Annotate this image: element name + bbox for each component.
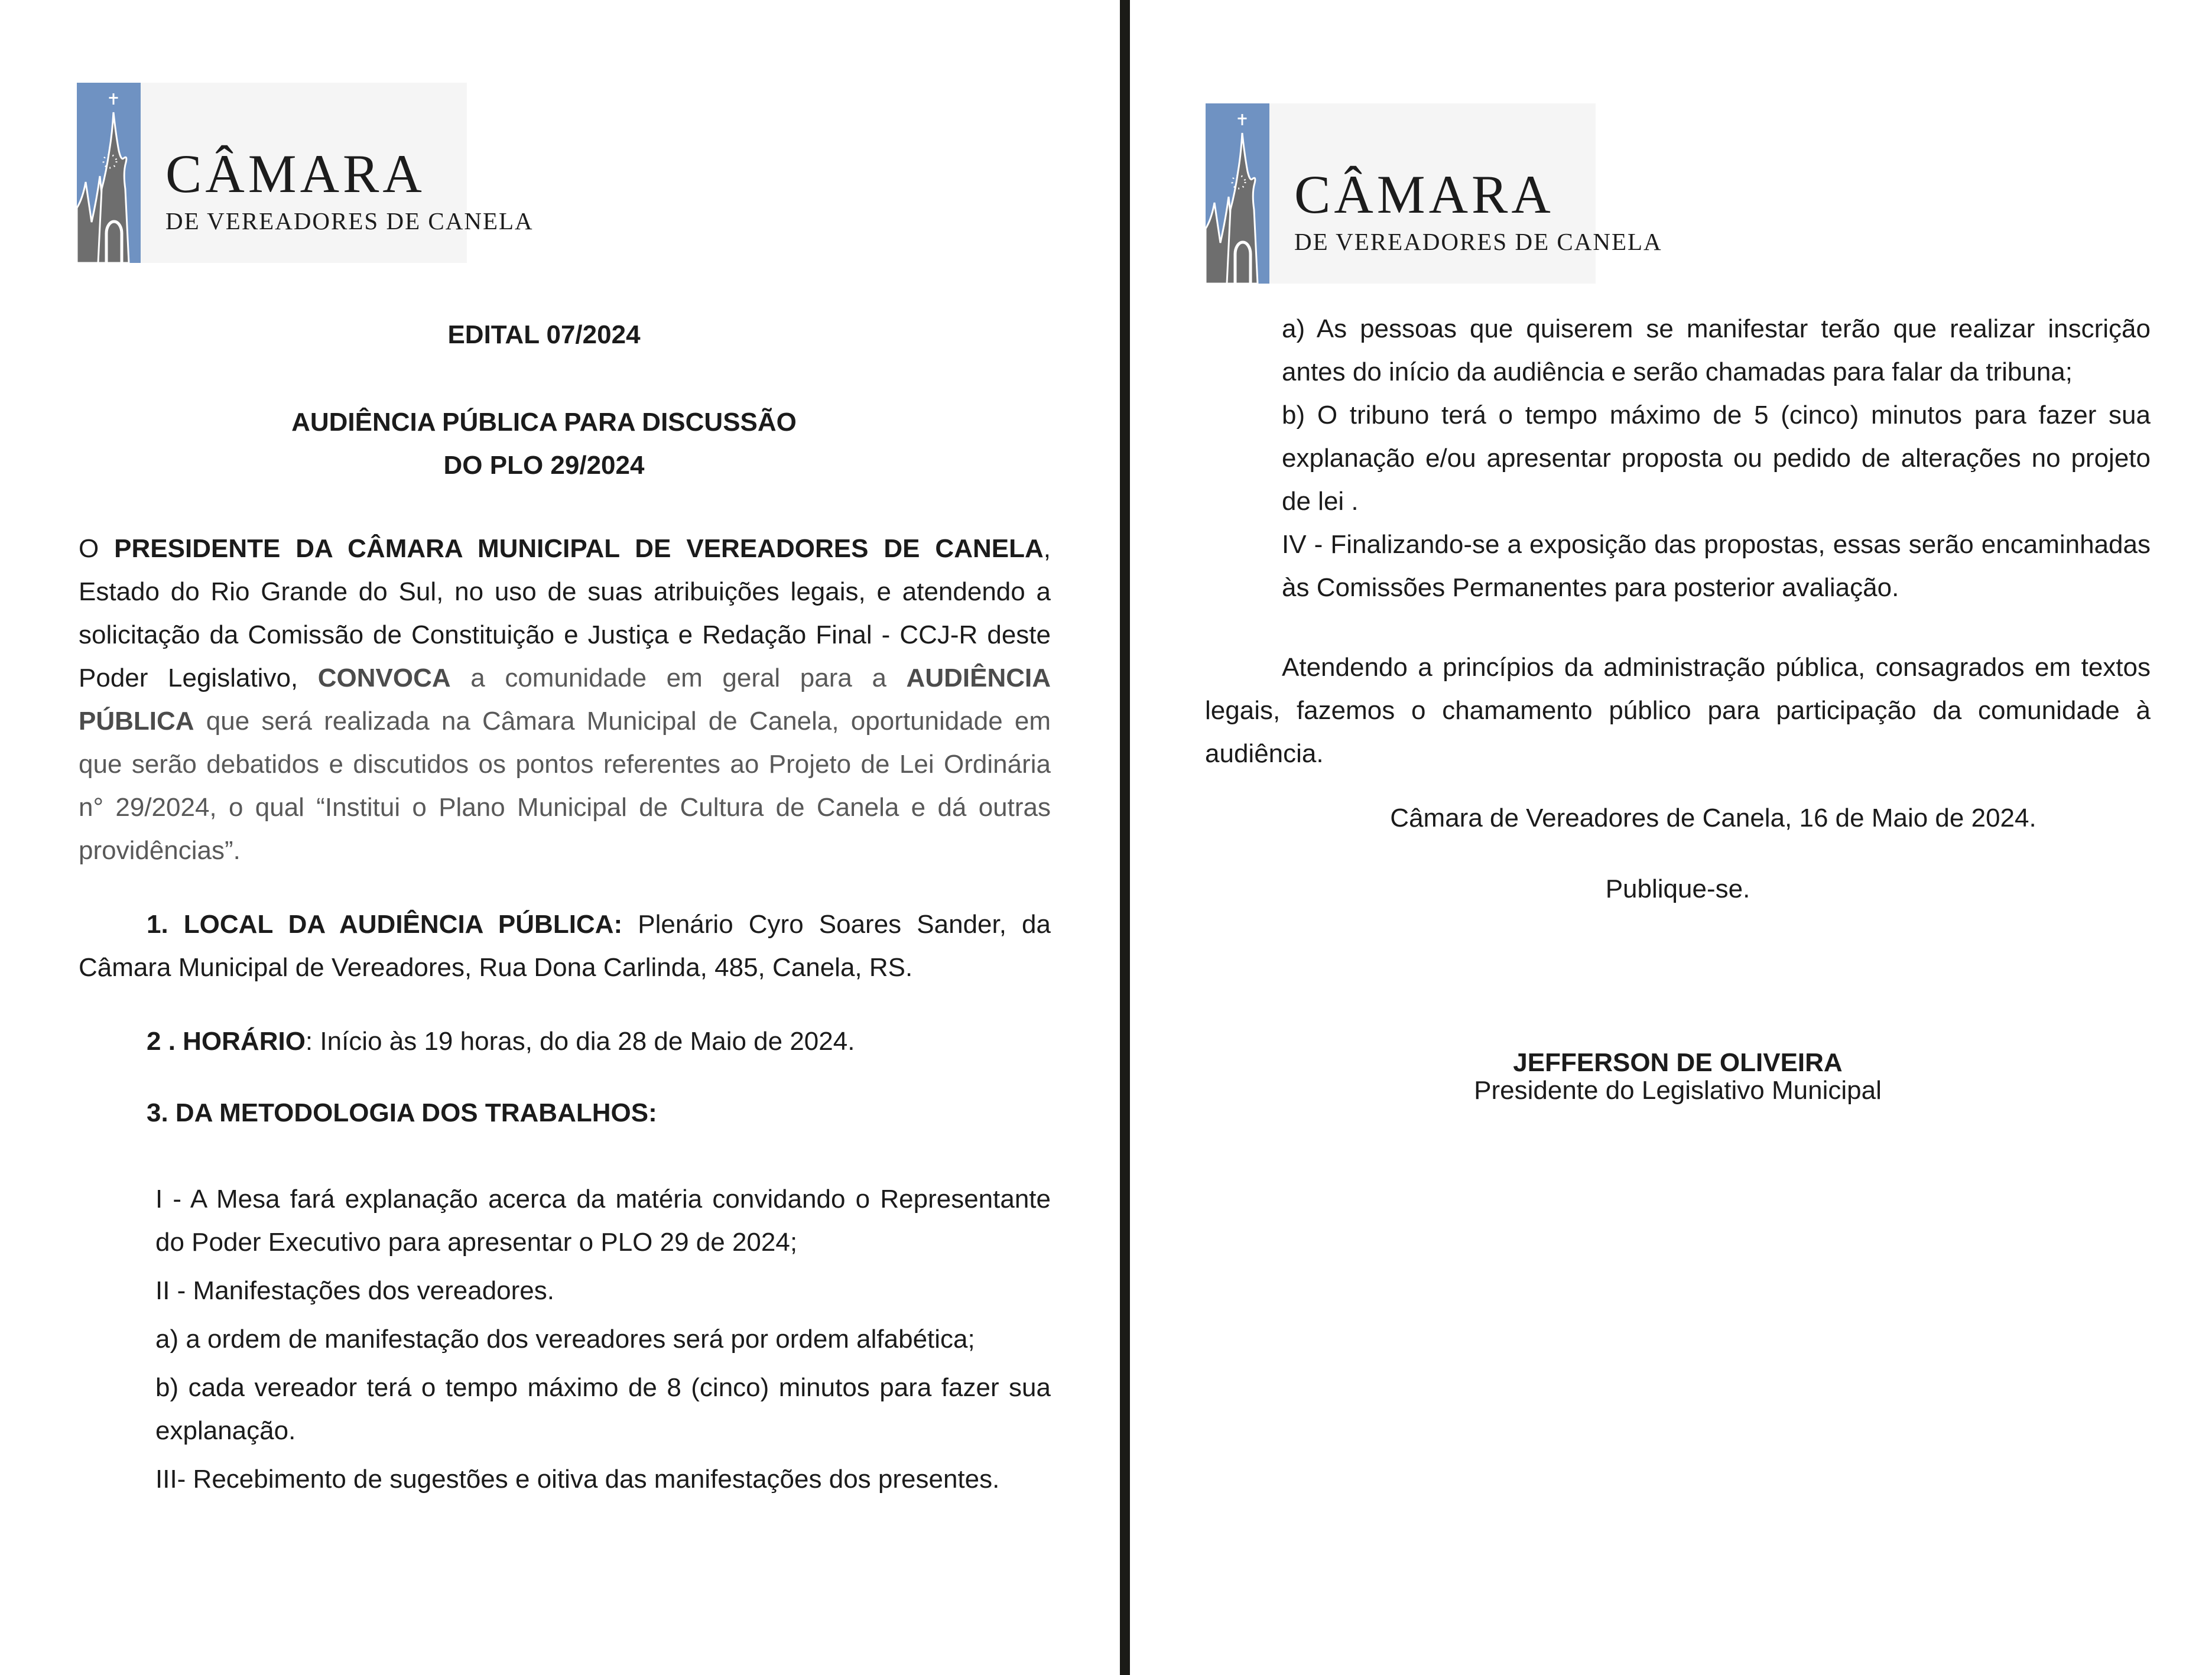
list-item: a) As pessoas que quiserem se manifestar terão que realizar inscrição antes do início da audiência e serão chamadas para falar da tribuna; xyxy=(1282,314,2151,386)
logo-subtitle: DE VEREADORES DE CANELA xyxy=(165,207,534,235)
church-icon xyxy=(77,83,141,263)
section-horario-label: 2 . HORÁRIO xyxy=(147,1027,306,1056)
section-local xyxy=(79,903,1051,989)
section-local-label: 1. LOCAL DA AUDIÊNCIA PÚBLICA: xyxy=(147,910,623,939)
audiencia-heading-line1: AUDIÊNCIA PÚBLICA PARA DISCUSSÃO xyxy=(291,408,797,437)
list-item: II - Manifestações dos vereadores. xyxy=(155,1276,554,1305)
section-horario-text: : Início às 19 horas, do dia 28 de Maio de 2024. xyxy=(305,1027,855,1056)
methodology-items xyxy=(155,1178,1051,1501)
closing-paragraph: Atendendo a princípios da administração pública, consagrados em textos legais, fazemos o chamamento público para participação da comunidade à audiência. xyxy=(1205,653,2151,768)
logo-subtitle: DE VEREADORES DE CANELA xyxy=(1294,228,1662,255)
list-item: b) cada vereador terá o tempo máximo de 8 (cinco) minutos para fazer sua explanação. xyxy=(155,1373,1051,1445)
list-item: I - A Mesa fará explanação acerca da matéria convidando o Representante do Poder Executivo para apresentar o PLO 29 de 2024; xyxy=(155,1185,1051,1257)
paragraph-tail-gray: que será realizada na Câmara Municipal de Canela, oportunidade em que serão debatidos e discutidos os pontos referentes ao Projeto de Lei Ordinária n° 29/2024, o qual “Institui o Plano Municipal de Cultura de Canela e dá outras providências”. xyxy=(79,707,1051,865)
paragraph-mid-gray: a comunidade em geral para a xyxy=(450,664,907,692)
paragraph-lead-bold: PRESIDENTE DA CÂMARA MUNICIPAL DE VEREADORES DE CANELA xyxy=(114,534,1044,563)
paragraph-after-bold: , Estado do Rio Grande do Sul, no uso de suas atribuições legais, e atendendo a solicitação da Comissão de Constituição e Justiça e Redação Final - CCJ-R deste Poder Legislativo, xyxy=(79,534,1051,692)
audiencia-publica-text: AUDIÊNCIA PÚBLICA xyxy=(79,664,1051,736)
page-right-column xyxy=(1205,103,2151,1104)
continuation-items xyxy=(1282,307,2151,609)
camara-logo-right xyxy=(1206,103,1662,284)
audiencia-heading xyxy=(79,401,1051,487)
section-metodologia xyxy=(79,1091,1051,1134)
church-icon xyxy=(1206,103,1269,284)
main-paragraph xyxy=(79,527,1051,872)
camara-logo-left xyxy=(77,83,534,263)
audiencia-heading-line2: DO PLO 29/2024 xyxy=(443,451,645,480)
list-item: IV - Finalizando-se a exposição das propostas, essas serão encaminhadas às Comissões Permanentes para posterior avaliação. xyxy=(1282,530,2151,602)
signature-block xyxy=(1205,1049,2151,1104)
signature-name: JEFFERSON DE OLIVEIRA xyxy=(1513,1048,1843,1077)
logo-title: CÂMARA xyxy=(165,144,425,204)
section-local-text: Plenário Cyro Soares Sander, da Câmara Municipal de Vereadores, Rua Dona Carlinda, 485, Canela, RS. xyxy=(79,910,1051,982)
paragraph-lead: O xyxy=(79,534,115,563)
list-item: III- Recebimento de sugestões e oitiva das manifestações dos presentes. xyxy=(155,1465,1000,1494)
section-metodologia-label: 3. DA METODOLOGIA DOS TRABALHOS: xyxy=(147,1098,657,1127)
publish-line: Publique-se. xyxy=(1605,874,1750,903)
signature-title: Presidente do Legislativo Municipal xyxy=(1474,1076,1882,1105)
list-item: b) O tribuno terá o tempo máximo de 5 (cinco) minutos para fazer sua explanação e/ou apresentar proposta ou pedido de alterações no projeto de lei . xyxy=(1282,401,2151,516)
edital-heading: EDITAL 07/2024 xyxy=(447,320,641,349)
convoca-text: CONVOCA xyxy=(317,664,451,692)
page-right xyxy=(1130,0,2212,1675)
logo-text xyxy=(141,83,534,263)
logo-title: CÂMARA xyxy=(1294,164,1554,225)
date-line: Câmara de Vereadores de Canela, 16 de Maio de 2024. xyxy=(1390,804,2036,832)
page-divider xyxy=(1120,0,1130,1675)
logo-text xyxy=(1269,103,1662,284)
page-left-column xyxy=(79,83,1051,1501)
list-item: a) a ordem de manifestação dos vereadores será por ordem alfabética; xyxy=(155,1325,975,1354)
section-horario xyxy=(79,1020,1051,1063)
